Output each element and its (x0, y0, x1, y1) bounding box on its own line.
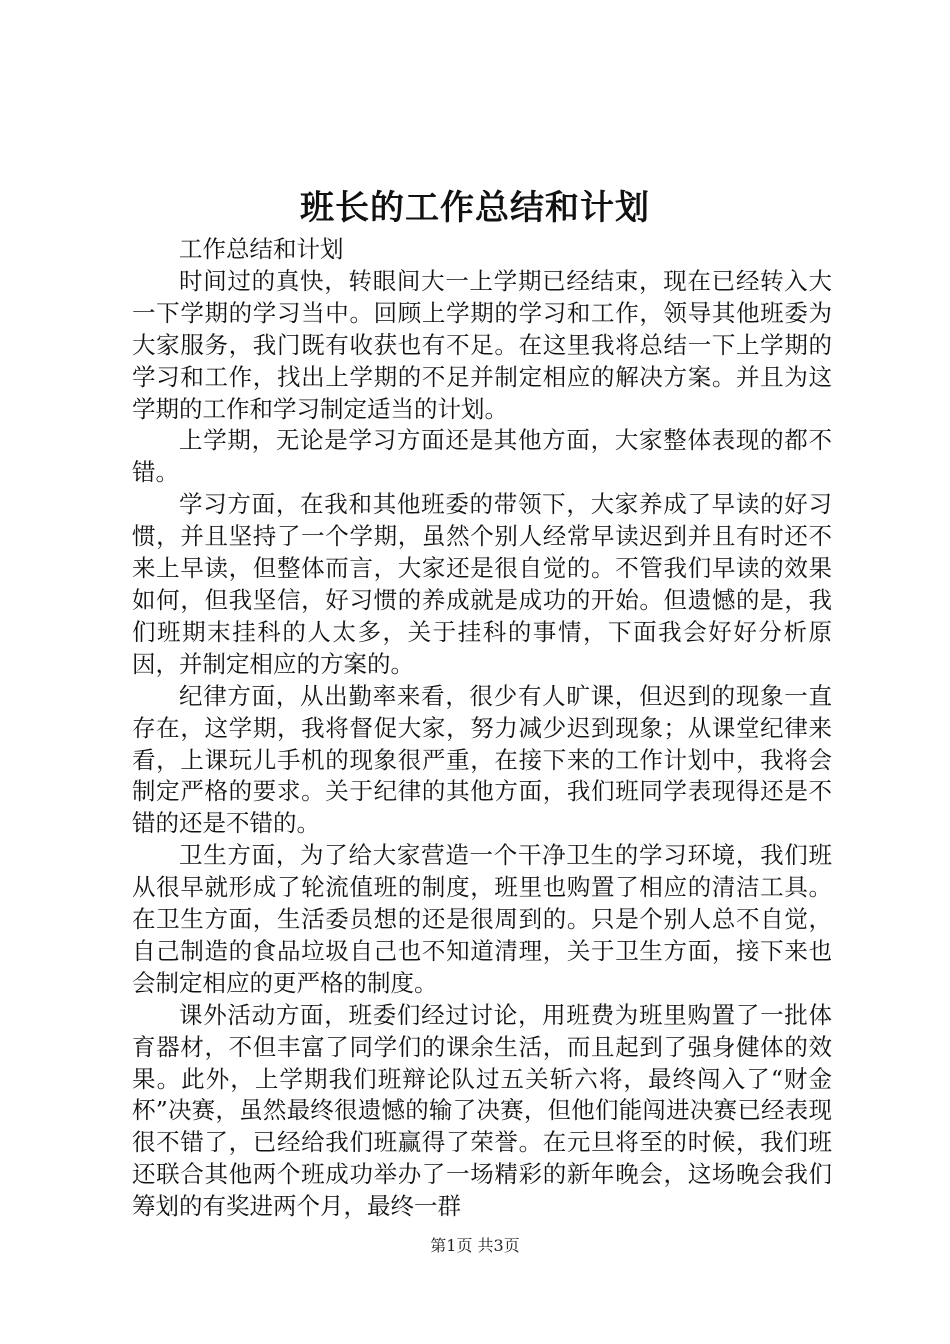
page-number-footer: 第1页 共3页 (430, 1236, 520, 1255)
paragraph-overview: 上学期，无论是学习方面还是其他方面，大家整体表现的都不错。 (132, 426, 832, 487)
document-subtitle: 工作总结和计划 (179, 235, 344, 263)
document-title: 班长的工作总结和计划 (300, 188, 650, 228)
document-body (132, 234, 832, 1223)
paragraph-intro: 时间过的真快，转眼间大一上学期已经结束，现在已经转入大一下学期的学习当中。回顾上学期的学习和工作，领导其他班委为大家服务，我门既有收获也有不足。在这里我将总结一下上学期的学习和工作，找出上学期的不足并制定相应的解决方案。并且为这学期的工作和学习制定适当的计划。 (132, 266, 832, 423)
paragraph-discipline: 纪律方面，从出勤率来看，很少有人旷课，但迟到的现象一直存在，这学期，我将督促大家，努力减少迟到现象；从课堂纪律来看，上课玩儿手机的现象很严重，在接下来的工作计划中，我将会制定严格的要求。关于纪律的其他方面，我们班同学表现得还是不错的还是不错的。 (132, 681, 832, 838)
paragraph-study: 学习方面，在我和其他班委的带领下，大家养成了早读的好习惯，并且坚持了一个学期，虽然个别人经常早读迟到并且有时还不来上早读，但整体而言，大家还是很自觉的。不管我们早读的效果如何，但我坚信，好习惯的养成就是成功的开始。但遗憾的是，我们班期末挂科的人太多，关于挂科的事情，下面我会好好分析原因，并制定相应的方案的。 (132, 490, 832, 678)
paragraph-hygiene: 卫生方面，为了给大家营造一个干净卫生的学习环境，我们班从很早就形成了轮流值班的制度，班里也购置了相应的清洁工具。在卫生方面，生活委员想的还是很周到的。只是个别人总不自觉，自己制造的食品垃圾自己也不知道清理，关于卫生方面，接下来也会制定相应的更严格的制度。 (132, 841, 832, 997)
paragraph-activities: 课外活动方面，班委们经过讨论，用班费为班里购置了一批体育器材，不但丰富了同学们的课余生活，而且起到了强身健体的效果。此外，上学期我们班辩论队过五关斩六将，最终闯入了“财金杯”决赛，虽然最终很遗憾的输了决赛，但他们能闯进决赛已经表现很不错了，已经给我们班赢得了荣誉。在元旦将至的时候，我们班还联合其他两个班成功举办了一场精彩的新年晚会，这场晚会我们筹划的有奖进两个月，最终一群 (132, 1000, 832, 1221)
